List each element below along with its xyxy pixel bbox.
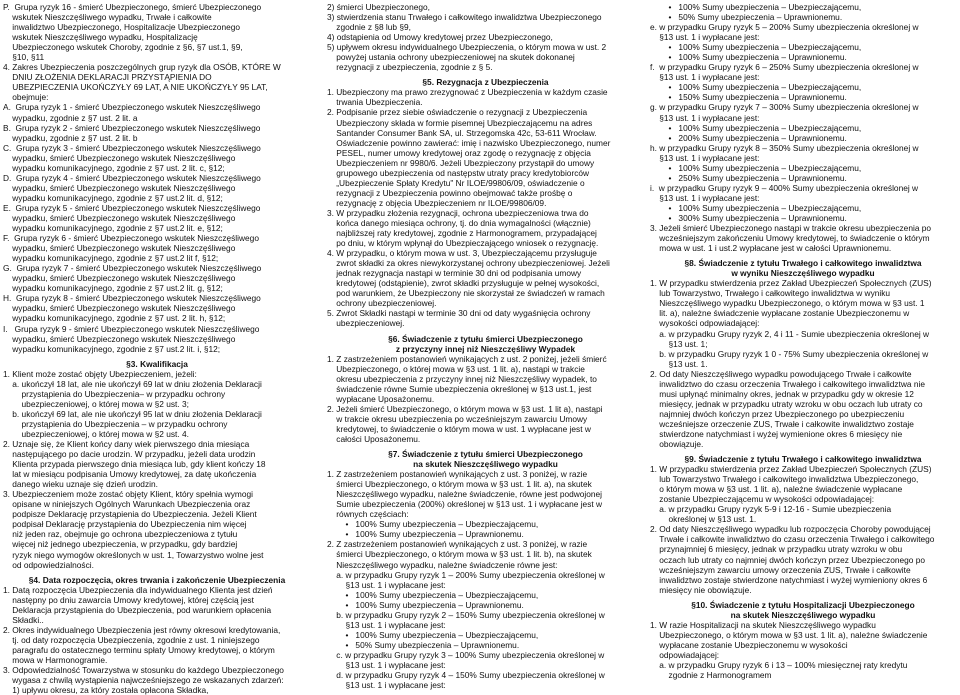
paragraph: 1. Datą rozpoczęcia Ubezpieczenia dla indywidualnego Klienta jest dzień następny po dniu zawarcia Umowy kredytowej, której częścią jest Deklaracja przystąpienia do Ubezpieczenia, pod warunkiem opłacenia Składki.. 2. Okres indywidualnego Ubezpieczenia jest równy okresowi kredytowania, tj. od daty rozpoczęcia Ubezpieczenia, zgodnie z ust. 1 niniejszego paragrafu do ostatecznego terminu spłaty Umowy kredytowej, o którym mowa w Harmonogramie. 3. Odpowiedzialność Towarzystwa w stosunku do każdego Ubezpieczonego wygasa z chwilą wystąpienia najwcześniejszego ze wskazanych zdarzeń: 1) upływu okresu, za który została opłacona Składka, <box>3 584 284 695</box>
section-heading: §7. Świadczenie z tytułu śmierci Ubezpieczonego na skutek Nieszczęśliwego wypadku <box>388 449 583 470</box>
section-heading: §4. Data rozpoczęcia, okres trwania i zakończenie Ubezpieczenia <box>28 574 286 585</box>
paragraph: 4. Zakres Ubezpieczenia poszczególnych grup ryzyk dla OSÓB, KTÓRE W DNIU ZŁOŻENIA DEKLARACJI PRZYSTĄPIENIA DO UBEZPIECZENIA UKOŃCZYŁY 69 LAT, A NIE UKOŃCZYŁY 95 LAT, obejmuje: <box>3 62 281 103</box>
section-heading: §8. Świadczenie z tytułu Trwałego i całkowitego inwalidztwa w wyniku Nieszczęśliwego wypadku <box>684 258 922 279</box>
paragraph: P. Grupa ryzyk 16 - śmierć Ubezpieczonego, śmierć Ubezpieczonego wskutek Nieszczęśliwego wypadku, Trwałe i całkowite inwalidztwo Ubezpieczonego, Hospitalizacje Ubezpieczonego wskutek Nieszczęśliwego wypadku, Hospitalizację Ubezpieczonego wskutek Choroby, zgodnie z §6, §7 ust.1, §9, §10, §11 <box>3 2 262 63</box>
column-left <box>3 2 311 695</box>
paragraph: 1. Ubezpieczony ma prawo zrezygnować z Ubezpieczenia w każdym czasie trwania Ubezpieczenia. 2. Podpisanie przez siebie oświadczenie o rezygnacji z Ubezpieczenia Ubezpieczony składa w formie pisemnej Ubezpieczającemu na adres Santander Consumer Bank SA, ul. Strzegomska 42c, 53-611 Wrocław. Oświadczenie powinno zawierać: imię i nazwisko Ubezpieczonego, numer PESEL, numer umowy kredytowej oraz zgodę o rezygnację z objęcia Ubezpieczeniem nr 9980/6. Jeżeli Ubezpieczony przystąpił do umowy grupowego ubezpieczenia od następstw utraty pracy kredytobiorców „Ubezpieczenie Spłaty Kredytu" Nr ILOE/99806/09, oświadczenie o rezygnacji z Ubezpieczenia powinno obejmować także prośbę o rezygnację z objęcia Ubezpieczeniem nr ILOE/99806/09. 3. W przypadku złożenia rezygnacji, ochrona ubezpieczeniowa trwa do końca danego miesiąca ochrony, tj. do dnia wymagalności (włącznie) najbliższej raty kredytowej, zgodnie z Harmonogramem, przypadającej po dniu, w którym wpłynął do Ubezpieczającego wniosek o rezygnację. 4. W przypadku, o którym mowa w ust. 3, Ubezpieczającemu przysługuje zwrot składki za okres niewykorzystanej ochrony ubezpieczeniowej. Jeżeli jednak rezygnacja nastąpi w terminie 30 dni od podpisania umowy kredytowej (odstąpienie), zwrot składki przysługuje w pełnej wysokości, pod warunkiem, że Ubezpieczony nie skorzystał ze świadczeń w ramach ochrony ubezpieczeniowej. 5. Zwrot Składki nastąpi w terminie 30 dni od daty wygaśnięcia ochrony ubezpieczeniowej. <box>327 87 611 329</box>
section-heading: §9. Świadczenie z tytułu Trwałego i całkowitego inwalidztwa <box>684 454 922 465</box>
paragraph: 1. W przypadku stwierdzenia przez Zakład Ubezpieczeń Społecznych (ZUS) lub Towarzystwo, Trwałego i całkowitego inwalidztwa w wyniku Nieszczęśliwego wypadku Ubezpieczonego, o którym mowa w §3 ust. 1 lit. a), należne świadczenie wypłacane zostanie Ubezpieczonemu w wysokości odpowiadającej: a. w przypadku Grupy ryzyk 2, 4 i 11 - Sumie ubezpieczenia określonej w §13 ust. 1; b. w przypadku Grupy ryzyk 1 0 - 75% Sumy ubezpieczenia określonej w §13 ust. 1. 2. Od daty Nieszczęśliwego wypadku powodującego Trwałe i całkowite inwalidztwo do czasu orzeczenia Trwałego i całkowitego inwalidztwa nie musi upłynąć minimalny okres, jednak w przypadku gdy w okresie 12 miesięcy, jednak w przypadku utraty wzroku w obu oczach lub utraty co najmniej dwóch kończyn przez Ubezpieczonego po ubezpieczeniu wcześniejsze orzeczenie ZUS, Trwałe i całkowite inwalidztwo zostaje stwierdzone natychmiast i wyżej wymienione okres 6 miesięcy nie obowiązuje. <box>650 278 932 450</box>
paragraph: • 100% Sumy ubezpieczenia – Ubezpieczającemu, • 50% Sumy ubezpieczenia – Uprawnionemu. e. w przypadku Grupy ryzyk 5 – 200% Sumy ubezpieczenia określonej w §13 ust. 1 i wypłacane jest: • 100% Sumy ubezpieczenia – Ubezpieczającemu, • 100% Sumy ubezpieczenia – Uprawnionemu. f. w przypadku Grupy ryzyk 6 – 250% Sumy ubezpieczenia określonej w §13 ust. 1 i wypłacane jest: • 100% Sumy ubezpieczenia – Ubezpieczającemu, • 150% Sumy ubezpieczenia – Uprawnionemu. g. w przypadku Grupy ryzyk 7 – 300% Sumy ubezpieczenia określonej w §13 ust. 1 i wypłacane jest: • 100% Sumy ubezpieczenia – Ubezpieczającemu, • 200% Sumy ubezpieczenia – Uprawnionemu. h. w przypadku Grupy ryzyk 8 – 350% Sumy ubezpieczenia określonej w §13 ust. 1 i wypłacane jest: • 100% Sumy ubezpieczenia – Ubezpieczającemu, • 250% Sumy ubezpieczenia – Uprawnionemu. i. w przypadku Grupy ryzyk 9 – 400% Sumy ubezpieczenia określonej w §13 ust. 1 i wypłacane jest: • 100% Sumy ubezpieczenia – Ubezpieczającemu, • 300% Sumy ubezpieczenia – Uprawnionemu. 3. Jeżeli śmierć Ubezpieczonego nastąpi w trakcie okresu ubezpieczenia po wcześniejszym zakończeniu Umowy kredytowej, to świadczenie o którym mowa w ust. 1 i ust.2 wypłacane jest w całości Uprawnionemu. <box>650 2 932 254</box>
paragraph: 1. Z zastrzeżeniem postanowień wynikających z ust. 3 poniżej, w razie śmierci Ubezpieczonego, o którym mowa w §3 ust. 1 lit. a), na skutek Nieszczęśliwego wypadku, należne świadczenie, równe jest podwojonej Sumie ubezpieczenia (200%) określonej w §13 ust. 1 i wypłacane jest w równych częściach: • 100% Sumy ubezpieczenia – Ubezpieczającemu, • 100% Sumy ubezpieczenia – Uprawnionemu. 2. Z zastrzeżeniem postanowień wynikających z ust. 3 poniżej, w razie śmierci Ubezpieczonego, o którym mowa w §3 ust. 1 lit. b), na skutek Nieszczęśliwego wypadku, należne świadczenie równe jest: a. w przypadku Grupy ryzyk 1 – 200% Sumy ubezpieczenia określonej w §13 ust. 1 i wypłacane jest: • 100% Sumy ubezpieczenia – Ubezpieczającemu, • 100% Sumy ubezpieczenia – Uprawnionemu. b. w przypadku Grupy ryzyk 2 – 150% Sumy ubezpieczenia określonej w §13 ust. 1 i wypłacane jest: • 100% Sumy ubezpieczenia – Ubezpieczającemu, • 50% Sumy ubezpieczenia – Uprawnionemu. c. w przypadku Grupy ryzyk 3 – 100% Sumy ubezpieczenia określonej w §13 ust. 1 i wypłacane jest: d. w przypadku Grupy ryzyk 4 – 150% Sumy ubezpieczenia określonej w §13 ust. 1 i wypłacane jest: <box>327 469 605 691</box>
section-heading: §3. Kwalifikacja <box>126 358 188 369</box>
paragraph: 1. W przypadku stwierdzenia przez Zakład Ubezpieczeń Społecznych (ZUS) lub Towarzystwo Trwałego i całkowitego inwalidztwa Ubezpieczonego, o którym mowa w §3 ust. 1 lit. a), należne świadczenie wypłacane zostanie Ubezpieczającemu w wysokości odpowiadającej: a. w przypadku Grupy ryzyk 5-9 i 12-16 - Sumie ubezpieczenia określonej w §13 ust. 1. 2. Od daty Nieszczęśliwego wypadku lub rozpoczęcia Choroby powodującej Trwałe i całkowite inwalidztwo do czasu orzeczenia Trwałego i całkowitego przynajmniej 6 miesięcy, jednak w przypadku utraty wzroku w obu oczach lub utraty co najmniej dwóch kończyn przez Ubezpieczonego po wcześniejszym zawarciu umowy orzeczenia ZUS, Trwałe i całkowite inwalidztwo zostaje stwierdzone natychmiast i wyżej wymieniony okres 6 miesięcy nie obowiązuje. <box>650 464 935 595</box>
paragraph: 1. W razie Hospitalizacji na skutek Nieszczęśliwego wypadku Ubezpieczonego, o którym mowa w §3 ust. 1 lit. a), należne świadczenie wypłacane zostanie Ubezpieczonemu w wysokości odpowiadającej: a. w przypadku Grupy ryzyk 6 i 13 – 100% miesięcznej raty kredytu zgodnie z Harmonogramem <box>650 619 928 681</box>
paragraph: 1. Klient może zostać objęty Ubezpieczeniem, jeżeli: a. ukończył 18 lat, ale nie ukończył 69 lat w dniu złożenia Deklaracji przystąpienia do Ubezpieczenia– w przypadku ochrony ubezpieczeniowej, o której mowa w §2 ust. 3; b. ukończył 69 lat, ale nie ukończył 95 lat w dniu złożenia Deklaracji przystąpienia do Ubezpieczenia – w przypadku ochrony ubezpieczeniowej, o której mowa w §2 ust. 4. 2. Uznaje się, że Klient końcy dany wiek pierwszego dnia miesiąca następującego po dacie urodzin. W przypadku, jeżeli data urodzin Klienta przypada pierwszego dnia miesiąca lub, gdy klient kończy 18 lat w miesiącu podpisania Umowy kredytowej, za datę ukończenia danego wieku uznaje się dzień urodzin. 3. Ubezpieczeniem może zostać objęty Klient, który spełnia wymogi opisane w niniejszych Ogólnych Warunkach Ubezpieczenia oraz podpisze Deklarację przystąpienia do Ubezpieczenia. Jeżeli Klient podpisał Deklarację przystąpienia do Ubezpieczenia nim więcej niż jeden raz, obejmuje go ochrona ubezpieczeniowa z tytułu więcej niż jednego ubezpieczenia, w przypadku, gdy bardziej ryzyk niego wymogów określonych w ust. 1, Towarzystwo wolne jest od odpowiedzialności. <box>3 368 266 570</box>
paragraph: 2) śmierci Ubezpieczonego, 3) stwierdzenia stanu Trwałego i całkowitego inwalidztwa Ubezpieczonego zgodnie z §8 lub §9, 4) odstąpienia od Umowy kredytowej przez Ubezpieczonego, 5) upływem okresu indywidualnego Ubezpieczenia, o którym mowa w ust. 2 powyżej ustania ochrony ubezpieczeniowej na skutek dokonanej rezygnacji z ubezpieczenia, zgodnie z § 5. <box>327 2 607 73</box>
column-right <box>650 2 956 681</box>
paragraph: A. Grupa ryzyk 1 - śmierć Ubezpieczonego wskutek Nieszczęśliwego wypadku, zgodnie z §7 ust. 2 lit. a B. Grupa ryzyk 2 - śmierć Ubezpieczonego wskutek Nieszczęśliwego wypadku, zgodnie z §7 ust. 2 lit. b C. Grupa ryzyk 3 - śmierć Ubezpieczonego wskutek Nieszczęśliwego wypadku, śmierć Ubezpieczonego wskutek Nieszczęśliwego wypadku komunikacyjnego, zgodnie z §7 ust. 2 lit. c, §12; D. Grupa ryzyk 4 - śmierć Ubezpieczonego wskutek Nieszczęśliwego wypadku, śmierć Ubezpieczonego wskutek Nieszczęśliwego wypadku komunikacyjnego, zgodnie z §7 ust.2 lit. d, §12; E. Grupa ryzyk 5 - śmierć Ubezpieczonego wskutek Nieszczęśliwego wypadku, śmierć Ubezpieczonego wskutek Nieszczęśliwego wypadku komunikacyjnego, zgodnie z §7 ust.2 lit. e, §12; F. Grupa ryzyk 6 - śmierć Ubezpieczonego wskutek Nieszczęśliwego wypadku, śmierć Ubezpieczonego wskutek Nieszczęśliwego wypadku komunikacyjnego, zgodnie z §7 ust.2 lit f, §12; G. Grupa ryzyk 7 - śmierć Ubezpieczonego wskutek Nieszczęśliwego wypadku, śmierć Ubezpieczonego wskutek Nieszczęśliwego wypadku komunikacyjnego, zgodnie z §7 ust.2 lit. g, §12; H. Grupa ryzyk 8 - śmierć Ubezpieczonego wskutek Nieszczęśliwego wypadku, śmierć Ubezpieczonego wskutek Nieszczęśliwego wypadku komunikacyjnego, zgodnie z §7 ust. 2 lit. h, §12; I. Grupa ryzyk 9 - śmierć Ubezpieczonego wskutek Nieszczęśliwego wypadku, śmierć Ubezpieczonego wskutek Nieszczęśliwego wypadku komunikacyjnego, zgodnie z §7 ust.2 lit. i, §12; <box>3 102 262 354</box>
column-middle <box>327 2 644 691</box>
section-heading: §5. Rezygnacja z Ubezpieczenia <box>422 77 549 88</box>
paragraph: 1. Z zastrzeżeniem postanowień wynikających z ust. 2 poniżej, jeżeli śmierć Ubezpieczonego, o której mowa w §3 ust. 1 lit. a), nastąpi w trakcie okresu ubezpieczenia z przyczyny innej niż Nieszczęśliwy wypadek, to świadczenie równe Sumie ubezpieczenia określonej w §13 ust.1, jest wypłacane Uposażonemu. 2. Jeżeli śmierć Ubezpieczonego, o którym mowa w §3 ust. 1 lit a), nastąpi w trakcie okresu ubezpieczenia po wcześniejszym zawarciu Umowy kredytowej, to świadczenie o którym mowa w ust. 1 wypłacane jest w całości Uposażonemu. <box>327 353 607 444</box>
section-heading: §6. Świadczenie z tytułu śmierci Ubezpieczonego z przyczyny innej niż Nieszczęśliwy Wypadek <box>388 333 583 354</box>
section-heading: §10. Świadczenie z tytułu Hospitalizacji Ubezpieczonego na skutek Nieszczęśliwego wypadku <box>691 599 915 620</box>
